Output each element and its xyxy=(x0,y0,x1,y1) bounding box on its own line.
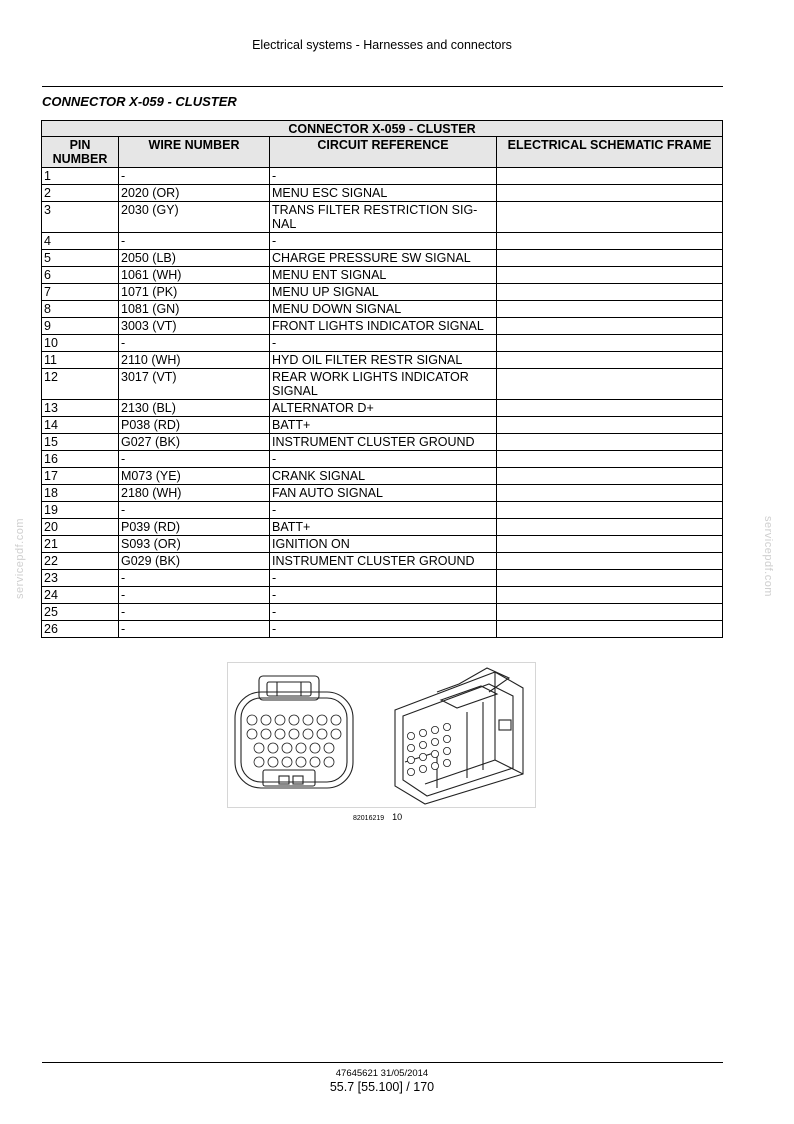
schematic-frame-cell xyxy=(497,536,723,553)
circuit-reference-cell: HYD OIL FILTER RESTR SIGNAL xyxy=(270,352,497,369)
schematic-frame-cell xyxy=(497,587,723,604)
circuit-reference-cell: CHARGE PRESSURE SW SIGNAL xyxy=(270,250,497,267)
wire-number-cell: M073 (YE) xyxy=(119,468,270,485)
circuit-reference-cell: - xyxy=(270,502,497,519)
table-row xyxy=(42,185,723,202)
section-title: CONNECTOR X-059 - CLUSTER xyxy=(42,94,237,109)
figure-caption xyxy=(353,812,402,822)
table-row xyxy=(42,468,723,485)
wire-number-cell: 3017 (VT) xyxy=(119,369,270,400)
circuit-reference-cell: TRANS FILTER RESTRICTION SIG-NAL xyxy=(270,202,497,233)
wire-number-cell: G029 (BK) xyxy=(119,553,270,570)
pin-number-cell: 7 xyxy=(42,284,119,301)
schematic-frame-cell xyxy=(497,621,723,638)
schematic-frame-cell xyxy=(497,451,723,468)
wire-number-cell: 2030 (GY) xyxy=(119,202,270,233)
pin-number-cell: 16 xyxy=(42,451,119,468)
watermark-right: servicepdf.com xyxy=(762,516,774,597)
column-header-frame: ELECTRICAL SCHEMATIC FRAME xyxy=(497,137,723,168)
circuit-reference-cell: FAN AUTO SIGNAL xyxy=(270,485,497,502)
wire-number-cell: G027 (BK) xyxy=(119,434,270,451)
pin-number-cell: 3 xyxy=(42,202,119,233)
wire-number-cell: 2050 (LB) xyxy=(119,250,270,267)
schematic-frame-cell xyxy=(497,250,723,267)
schematic-frame-cell xyxy=(497,502,723,519)
pin-number-cell: 23 xyxy=(42,570,119,587)
table-row xyxy=(42,352,723,369)
column-header-pin: PIN NUMBER xyxy=(42,137,119,168)
schematic-frame-cell xyxy=(497,485,723,502)
figure-number: 10 xyxy=(392,812,403,822)
connector-table xyxy=(41,120,723,638)
circuit-reference-cell: CRANK SIGNAL xyxy=(270,468,497,485)
table-row xyxy=(42,434,723,451)
wire-number-cell: 1061 (WH) xyxy=(119,267,270,284)
pin-number-cell: 1 xyxy=(42,168,119,185)
table-row xyxy=(42,369,723,400)
figure-code: 82016219 xyxy=(353,815,385,822)
table-row xyxy=(42,587,723,604)
pin-number-cell: 14 xyxy=(42,417,119,434)
schematic-frame-cell xyxy=(497,434,723,451)
circuit-reference-cell: - xyxy=(270,570,497,587)
circuit-reference-cell: - xyxy=(270,168,497,185)
wire-number-cell: 2110 (WH) xyxy=(119,352,270,369)
schematic-frame-cell xyxy=(497,468,723,485)
circuit-reference-cell: REAR WORK LIGHTS INDICATOR SIGNAL xyxy=(270,369,497,400)
page-header-title: Electrical systems - Harnesses and connectors xyxy=(252,38,512,52)
circuit-reference-cell: IGNITION ON xyxy=(270,536,497,553)
table-row xyxy=(42,485,723,502)
wire-number-cell: P039 (RD) xyxy=(119,519,270,536)
table-row xyxy=(42,267,723,284)
table-row xyxy=(42,250,723,267)
table-row xyxy=(42,502,723,519)
pin-number-cell: 21 xyxy=(42,536,119,553)
pin-number-cell: 10 xyxy=(42,335,119,352)
circuit-reference-cell: - xyxy=(270,621,497,638)
wire-number-cell: - xyxy=(119,621,270,638)
wire-number-cell: - xyxy=(119,451,270,468)
schematic-frame-cell xyxy=(497,202,723,233)
table-row xyxy=(42,451,723,468)
pin-number-cell: 8 xyxy=(42,301,119,318)
wire-number-cell: 1071 (PK) xyxy=(119,284,270,301)
schematic-frame-cell xyxy=(497,233,723,250)
schematic-frame-cell xyxy=(497,400,723,417)
circuit-reference-cell: MENU UP SIGNAL xyxy=(270,284,497,301)
table-row xyxy=(42,284,723,301)
column-header-wire: WIRE NUMBER xyxy=(119,137,270,168)
connector-illustration xyxy=(227,662,536,808)
pin-number-cell: 26 xyxy=(42,621,119,638)
pin-number-cell: 15 xyxy=(42,434,119,451)
schematic-frame-cell xyxy=(497,604,723,621)
schematic-frame-cell xyxy=(497,318,723,335)
schematic-frame-cell xyxy=(497,301,723,318)
circuit-reference-cell: - xyxy=(270,233,497,250)
wire-number-cell: S093 (OR) xyxy=(119,536,270,553)
schematic-frame-cell xyxy=(497,417,723,434)
wire-number-cell: - xyxy=(119,570,270,587)
schematic-frame-cell xyxy=(497,267,723,284)
circuit-reference-cell: - xyxy=(270,451,497,468)
pin-number-cell: 20 xyxy=(42,519,119,536)
pin-number-cell: 12 xyxy=(42,369,119,400)
circuit-reference-cell: INSTRUMENT CLUSTER GROUND xyxy=(270,553,497,570)
header-rule xyxy=(42,86,723,87)
schematic-frame-cell xyxy=(497,284,723,301)
pin-number-cell: 19 xyxy=(42,502,119,519)
wire-number-cell: 2130 (BL) xyxy=(119,400,270,417)
schematic-frame-cell xyxy=(497,352,723,369)
circuit-reference-cell: - xyxy=(270,335,497,352)
table-row xyxy=(42,202,723,233)
pin-number-cell: 22 xyxy=(42,553,119,570)
table-row xyxy=(42,417,723,434)
pin-number-cell: 11 xyxy=(42,352,119,369)
schematic-frame-cell xyxy=(497,335,723,352)
circuit-reference-cell: MENU ESC SIGNAL xyxy=(270,185,497,202)
schematic-frame-cell xyxy=(497,553,723,570)
schematic-frame-cell xyxy=(497,570,723,587)
table-row xyxy=(42,519,723,536)
table-row xyxy=(42,301,723,318)
circuit-reference-cell: BATT+ xyxy=(270,417,497,434)
pin-number-cell: 9 xyxy=(42,318,119,335)
circuit-reference-cell: - xyxy=(270,587,497,604)
table-row xyxy=(42,168,723,185)
wire-number-cell: - xyxy=(119,168,270,185)
pin-number-cell: 13 xyxy=(42,400,119,417)
circuit-reference-cell: FRONT LIGHTS INDICATOR SIGNAL xyxy=(270,318,497,335)
table-row xyxy=(42,604,723,621)
table-title: CONNECTOR X-059 - CLUSTER xyxy=(42,121,723,137)
table-row xyxy=(42,233,723,250)
schematic-frame-cell xyxy=(497,519,723,536)
wire-number-cell: 2180 (WH) xyxy=(119,485,270,502)
pin-number-cell: 17 xyxy=(42,468,119,485)
table-row xyxy=(42,553,723,570)
wire-number-cell: - xyxy=(119,587,270,604)
wire-number-cell: - xyxy=(119,604,270,621)
footer-doc-info: 47645621 31/05/2014 xyxy=(335,1068,429,1079)
pin-number-cell: 4 xyxy=(42,233,119,250)
circuit-reference-cell: INSTRUMENT CLUSTER GROUND xyxy=(270,434,497,451)
table-row xyxy=(42,318,723,335)
pin-number-cell: 6 xyxy=(42,267,119,284)
circuit-reference-cell: MENU ENT SIGNAL xyxy=(270,267,497,284)
table-row xyxy=(42,400,723,417)
schematic-frame-cell xyxy=(497,168,723,185)
pin-number-cell: 24 xyxy=(42,587,119,604)
table-row xyxy=(42,621,723,638)
circuit-reference-cell: BATT+ xyxy=(270,519,497,536)
footer-rule xyxy=(42,1062,723,1063)
wire-number-cell: - xyxy=(119,335,270,352)
pin-number-cell: 25 xyxy=(42,604,119,621)
wire-number-cell: 1081 (GN) xyxy=(119,301,270,318)
table-row xyxy=(42,536,723,553)
table-row xyxy=(42,570,723,587)
wire-number-cell: - xyxy=(119,233,270,250)
footer-page-number: 55.7 [55.100] / 170 xyxy=(329,1080,435,1094)
pin-number-cell: 18 xyxy=(42,485,119,502)
column-header-circuit: CIRCUIT REFERENCE xyxy=(270,137,497,168)
wire-number-cell: 3003 (VT) xyxy=(119,318,270,335)
circuit-reference-cell: ALTERNATOR D+ xyxy=(270,400,497,417)
schematic-frame-cell xyxy=(497,369,723,400)
schematic-frame-cell xyxy=(497,185,723,202)
pin-number-cell: 5 xyxy=(42,250,119,267)
wire-number-cell: P038 (RD) xyxy=(119,417,270,434)
watermark-left: servicepdf.com xyxy=(14,518,26,599)
wire-number-cell: - xyxy=(119,502,270,519)
circuit-reference-cell: MENU DOWN SIGNAL xyxy=(270,301,497,318)
pin-number-cell: 2 xyxy=(42,185,119,202)
table-body xyxy=(42,168,723,638)
table-row xyxy=(42,335,723,352)
wire-number-cell: 2020 (OR) xyxy=(119,185,270,202)
circuit-reference-cell: - xyxy=(270,604,497,621)
